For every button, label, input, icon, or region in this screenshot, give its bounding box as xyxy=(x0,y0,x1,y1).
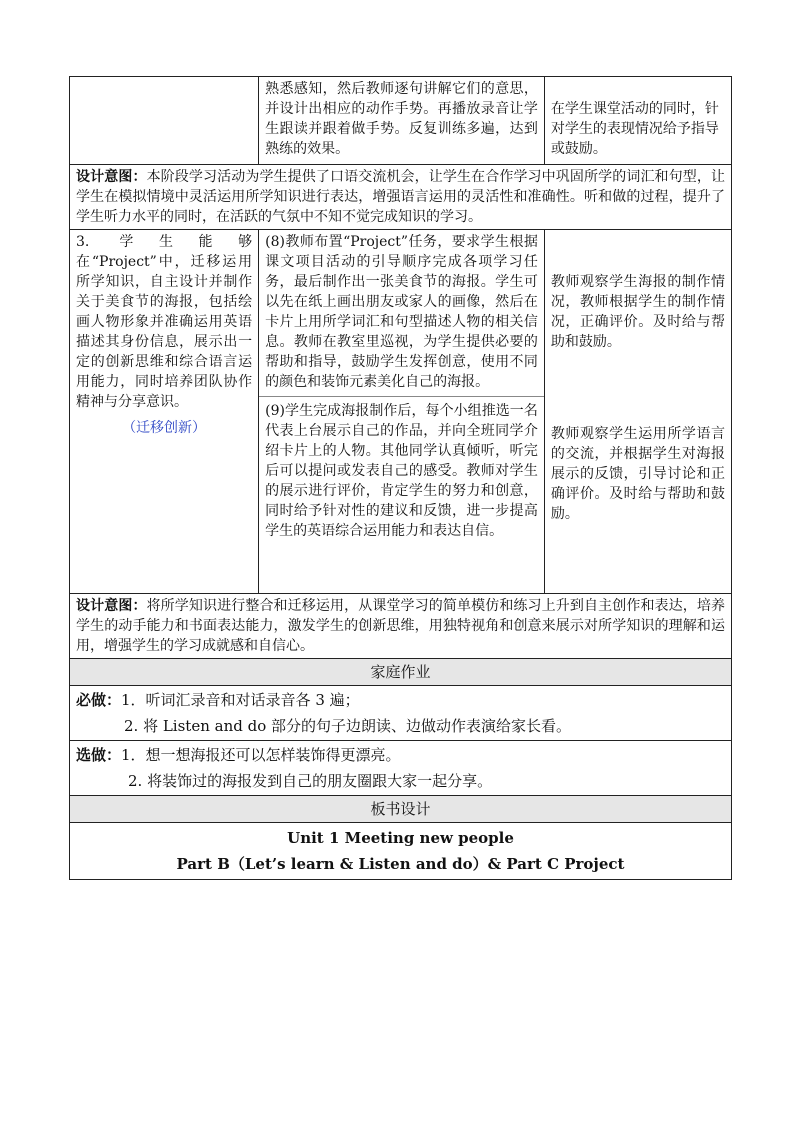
objective-text: 3. 学生能够在“Project”中，迁移运用所学知识，自主设计并制作关于美食节的海报，包括绘画人物形象并准确运用英语描述其身份信息，展示出一定的创新思维和综合语言运用能力，同时培养团队协作精神与分享意识。 xyxy=(76,234,253,410)
lesson-plan-table xyxy=(69,76,732,880)
board-content-row xyxy=(70,823,732,880)
step-9-text: (9)学生完成海报制作后，每个小组推选一名代表上台展示自己的作品，并向全班同学介绍卡片上的人物。其他同学认真倾听，听完后可以提问或发表自己的感受。教师对学生的展示进行评价，肯定学生的努力和创意，同时给予针对性的建议和反馈，进一步提高学生的英语综合运用能力和表达自信。 xyxy=(265,403,538,539)
homework-required-row xyxy=(70,686,732,741)
design-intent-row xyxy=(70,594,732,659)
design-intent-label: 设计意图： xyxy=(76,169,147,185)
board-title: 板书设计 xyxy=(70,796,732,823)
homework-optional-row xyxy=(70,741,732,796)
required-item-1: 1．听词汇录音和对话录音各 3 遍； xyxy=(121,691,360,709)
process-cell xyxy=(259,230,545,594)
optional-item-2: 2. 将装饰过的海报发到自己的朋友圈跟大家一起分享。 xyxy=(128,772,493,790)
required-label: 必做： xyxy=(76,691,122,709)
step-8-text: (8)教师布置“Project”任务，要求学生根据课文项目活动的引导顺序完成各项学习任务，最后制作出一张美食节的海报。学生可以先在纸上画出朋友或家人的画像，然后在卡片上用所学词汇和句型描述人物的相关信息。教师在教室里巡视，为学生提供必要的帮助和指导，鼓励学生发挥创意，使用不同的颜色和装饰元素美化自己的海报。 xyxy=(265,234,538,390)
table-row xyxy=(70,77,732,165)
design-intent-text: 将所学知识进行整合和迁移运用，从课堂学习的简单模仿和练习上升到自主创作和表达，培养学生的动手能力和书面表达能力，激发学生的创新思维，用独特视角和创意来展示对所学知识的理解和运用，增强学生的学习成就感和自信心。 xyxy=(76,598,726,654)
optional-label: 选做： xyxy=(76,746,122,764)
table-row xyxy=(70,230,732,594)
objective-tag: （迁移创新） xyxy=(122,420,207,436)
process-text: 熟悉感知，然后教师逐句讲解它们的意思，并设计出相应的动作手势。再播放录音让学生跟读并跟着做手势。反复训练多遍，达到熟练的效果。 xyxy=(265,81,538,157)
design-intent-text: 本阶段学习活动为学生提供了口语交流机会，让学生在合作学习中巩固所学的词汇和句型，让学生在模拟情境中灵活运用所学知识进行表达，增强语言运用的灵活性和准确性。听和做的过程，提升了学生听力水平的同时，在活跃的气氛中不知不觉完成知识的学习。 xyxy=(76,169,726,225)
required-item-2: 2. 将 Listen and do 部分的句子边朗读、边做动作表演给家长看。 xyxy=(124,717,572,735)
evaluation-8-text: 教师观察学生海报的制作情况，教师根据学生的制作情况，正确评价。及时给与帮助和鼓励。 xyxy=(550,274,725,350)
evaluation-cell xyxy=(544,230,731,594)
board-line-1: Unit 1 Meeting new people xyxy=(287,829,514,847)
step-divider xyxy=(259,396,544,397)
board-header-row xyxy=(70,796,732,823)
process-cell xyxy=(259,77,545,165)
evaluation-cell xyxy=(544,77,731,165)
homework-header-row xyxy=(70,659,732,686)
board-line-2: Part B（Let’s learn & Listen and do）& Part C Project xyxy=(176,855,625,873)
optional-item-1: 1．想一想海报还可以怎样装饰得更漂亮。 xyxy=(121,746,401,764)
objective-cell xyxy=(70,230,259,594)
evaluation-text: 在学生课堂活动的同时，针对学生的表现情况给予指导或鼓励。 xyxy=(550,100,719,157)
design-intent-label: 设计意图： xyxy=(76,598,147,614)
evaluation-9-text: 教师观察学生运用所学语言的交流，并根据学生对海报展示的反馈，引导讨论和正确评价。及时给与帮助和鼓励。 xyxy=(550,426,725,522)
design-intent-row xyxy=(70,165,732,230)
objective-cell-empty xyxy=(70,77,259,165)
homework-title: 家庭作业 xyxy=(70,659,732,686)
